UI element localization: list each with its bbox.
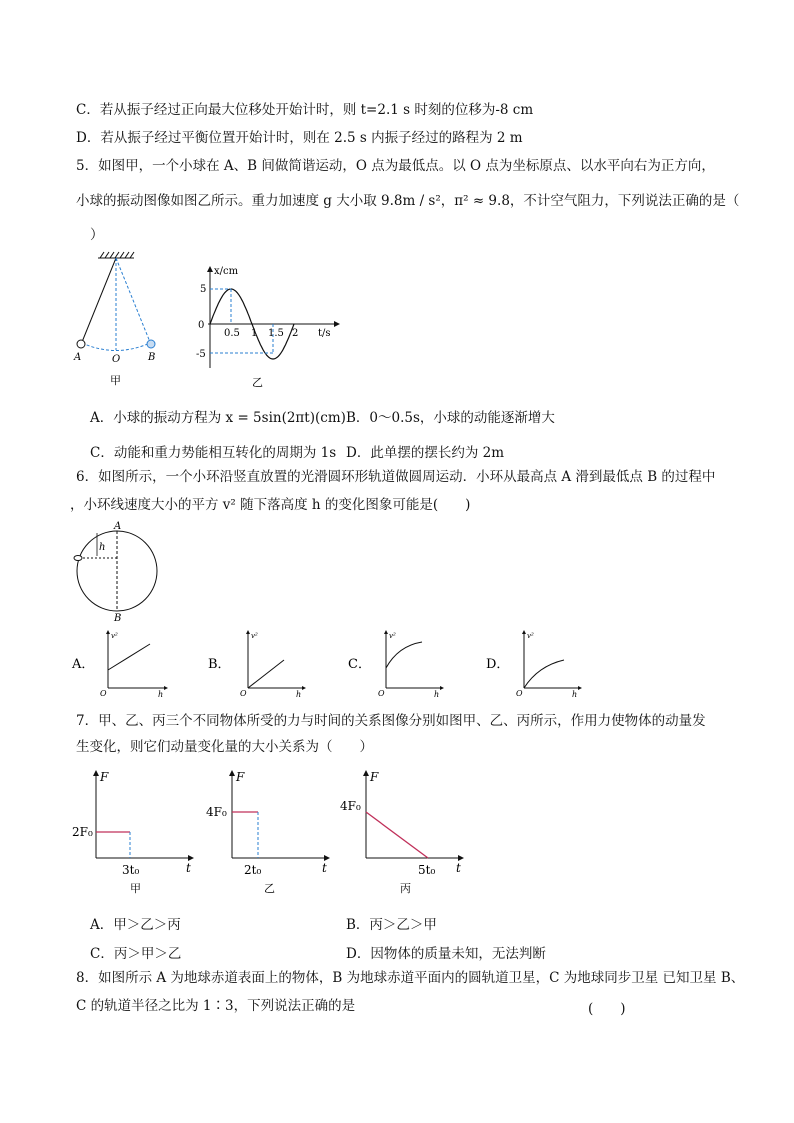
q6-c-origin: O	[378, 689, 385, 698]
q6-b-xlabel: h	[296, 690, 302, 699]
q5-figure-jia	[70, 250, 170, 394]
bing-time-label: 5t₀	[418, 863, 436, 877]
q6-option-a-label: A．	[72, 657, 95, 672]
yi-time-label: 2t₀	[244, 863, 262, 877]
yi-ytick-neg5: -5	[196, 349, 206, 360]
q5-figure-yi	[196, 264, 346, 394]
q6-option-d-graph	[486, 630, 586, 704]
yi-ytick-5: 5	[200, 284, 207, 295]
yi-force-label: 4F₀	[206, 805, 227, 819]
yi-xlabel: t/s	[318, 328, 331, 339]
q6-option-c-label: C．	[348, 657, 371, 672]
figure-caption-jia: 甲	[110, 374, 121, 387]
q5-stem-paren: ）	[90, 227, 104, 243]
q8-stem-line1: 8．如图所示 A 为地球赤道表面上的物体，B 为地球赤道平面内的圆轨道卫星，C 为地球同步卫星 已知卫星 B、	[76, 970, 745, 986]
bing-ylabel: F	[370, 770, 379, 784]
jia-caption: 甲	[130, 882, 141, 895]
circle-label-a: A	[114, 521, 122, 532]
q6-a-origin: O	[100, 689, 107, 698]
q6-stem-line2: ，小环线速度大小的平方 v² 随下落高度 h 的变化图象可能是( )	[70, 497, 471, 513]
q6-c-ylabel: v²	[389, 632, 396, 640]
jia-ylabel: F	[100, 770, 109, 784]
q6-d-origin: O	[516, 689, 523, 698]
yi-ylabel-f: F	[236, 770, 245, 784]
q6-b-origin: O	[240, 689, 247, 698]
q6-a-xlabel: h	[158, 690, 164, 699]
pendulum-label-b: B	[148, 352, 156, 363]
jia-force-label: 2F₀	[72, 825, 93, 839]
jia-xlabel: t	[186, 861, 191, 875]
yi-ylabel: x/cm	[214, 266, 239, 277]
circle-label-h: h	[99, 542, 106, 553]
q6-option-b-graph	[208, 630, 308, 704]
yi-xtick-1: 1	[251, 328, 258, 339]
q6-a-ylabel: v²	[111, 632, 118, 640]
circle-label-b: B	[114, 613, 122, 624]
q8-stem-line2: C 的轨道半径之比为 1∶3，下列说法正确的是	[76, 998, 356, 1014]
q7-stem-line2: 生变化，则它们动量变化量的大小关系为（ ）	[76, 739, 373, 755]
pendulum-label-a: A	[74, 352, 82, 363]
figure-caption-yi: 乙	[252, 376, 263, 389]
q7-option-a: A．甲＞乙＞丙	[90, 917, 181, 933]
q7-graph-yi	[206, 768, 336, 902]
q5-option-d: D．此单摆的摆长约为 2m	[346, 445, 505, 461]
q6-option-b-label: B．	[208, 657, 231, 672]
q7-option-d: D．因物体的质量未知，无法判断	[346, 946, 546, 962]
q6-option-a-graph	[72, 630, 172, 704]
yi-caption: 乙	[264, 882, 275, 895]
q6-b-ylabel: v²	[251, 632, 258, 640]
q5-option-b: B．0～0.5s，小球的动能逐渐增大	[346, 410, 555, 426]
q5-option-c: C．动能和重力势能相互转化的周期为 1s	[90, 445, 337, 461]
yi-origin: 0	[198, 320, 205, 331]
q7-graph-bing	[340, 768, 470, 902]
q5-stem-line1: 5．如图甲，一个小球在 A、B 间做简谐运动，O 点为最低点。以 O 点为坐标原点、以水平向右为正方向，	[76, 158, 715, 174]
yi-xtick-0.5: 0.5	[224, 328, 240, 339]
bing-force-label: 4F₀	[340, 799, 361, 813]
q8-answer-paren: ( )	[588, 1001, 626, 1017]
q4-option-d: D．若从振子经过平衡位置开始计时，则在 2.5 s 内振子经过的路程为 2 m	[76, 130, 523, 146]
bing-xlabel: t	[456, 861, 461, 875]
q7-option-c: C．丙＞甲＞乙	[90, 946, 182, 962]
q7-graph-jia	[70, 768, 200, 902]
yi-xtick-2: 2	[292, 328, 299, 339]
q6-circle-figure	[72, 520, 162, 628]
yi-xlabel-t: t	[322, 861, 327, 875]
jia-time-label: 3t₀	[122, 863, 140, 877]
q6-option-d-label: D．	[486, 657, 510, 672]
q5-stem-line2: 小球的振动图像如图乙所示。重力加速度 g 大小取 9.8m / s²，π² ≈ 9.8，不计空气阻力，下列说法正确的是（	[76, 193, 740, 209]
q5-option-a: A．小球的振动方程为 x = 5sin(2πt)(cm)	[90, 410, 346, 426]
q7-option-b: B．丙＞乙＞甲	[346, 917, 437, 933]
bing-caption: 丙	[400, 882, 411, 895]
q6-d-xlabel: h	[572, 690, 578, 699]
q4-option-c: C．若从振子经过正向最大位移处开始计时，则 t=2.1 s 时刻的位移为-8 cm	[76, 102, 534, 118]
q6-option-c-graph	[348, 630, 448, 704]
q6-stem-line1: 6．如图所示，一个小环沿竖直放置的光滑圆环形轨道做圆周运动．小环从最高点 A 滑到最低点 B 的过程中	[76, 469, 716, 485]
q6-d-ylabel: v²	[527, 632, 534, 640]
q6-c-xlabel: h	[434, 690, 440, 699]
yi-xtick-1.5: 1.5	[268, 328, 284, 339]
q7-stem-line1: 7．甲、乙、丙三个不同物体所受的力与时间的关系图像分别如图甲、乙、丙所示，作用力使物体的动量发	[76, 713, 706, 729]
pendulum-label-o: O	[112, 354, 121, 365]
